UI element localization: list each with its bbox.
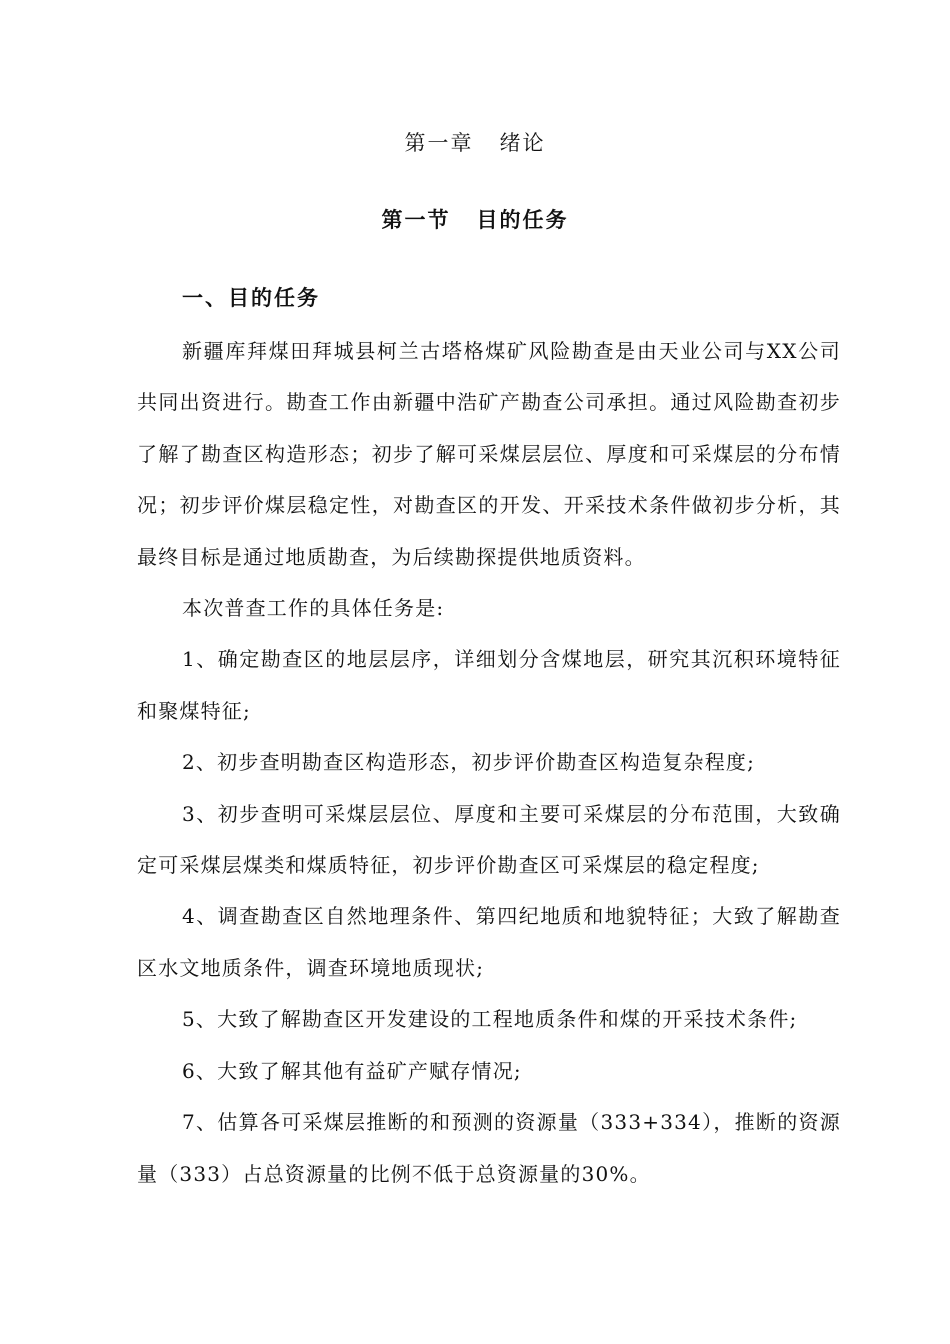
task-item-1: 1、确定勘查区的地层层序，详细划分含煤地层，研究其沉积环境特征和聚煤特征; [137,647,841,723]
paragraph-intro: 新疆库拜煤田拜城县柯兰古塔格煤矿风险勘查是由天业公司与XX公司共同出资进行。勘查工作由新疆中浩矿产勘查公司承担。通过风险勘查初步了解了勘查区构造形态；初步了解可采煤层层位、厚度和可采煤层的分布情况；初步评价煤层稳定性，对勘查区的开发、开采技术条件做初步分析，其最终目标是通过地质勘查，为后续勘探提供地质资料。 [137,339,841,569]
section-name: 目的任务 [476,207,569,232]
section-title [0,204,950,234]
task-item-4: 4、调查勘查区自然地理条件、第四纪地质和地貌特征；大致了解勘查区水文地质条件，调查环境地质现状; [137,904,841,980]
chapter-name: 绪论 [499,131,546,155]
chapter-title [0,127,950,157]
task-item-3: 3、初步查明可采煤层层位、厚度和主要可采煤层的分布范围，大致确定可采煤层煤类和煤质特征，初步评价勘查区可采煤层的稳定程度; [137,801,841,878]
chapter-number: 第一章 [404,131,474,155]
task-item-6: 6、大致了解其他有益矿产赋存情况; [182,1058,522,1083]
task-item-7: 7、估算各可采煤层推断的和预测的资源量（333+334），推断的资源量（333）占总资源量的比例不低于总资源量的30%。 [137,1110,841,1186]
task-item-2: 2、初步查明勘查区构造形态，初步评价勘查区构造复杂程度; [182,750,756,775]
subsection-heading: 一、目的任务 [182,285,320,310]
body-text [137,326,841,1200]
task-item-5: 5、大致了解勘查区开发建设的工程地质条件和煤的开采技术条件; [182,1007,798,1032]
paragraph-task-lead: 本次普查工作的具体任务是: [182,596,445,621]
section-number: 第一节 [381,207,451,232]
